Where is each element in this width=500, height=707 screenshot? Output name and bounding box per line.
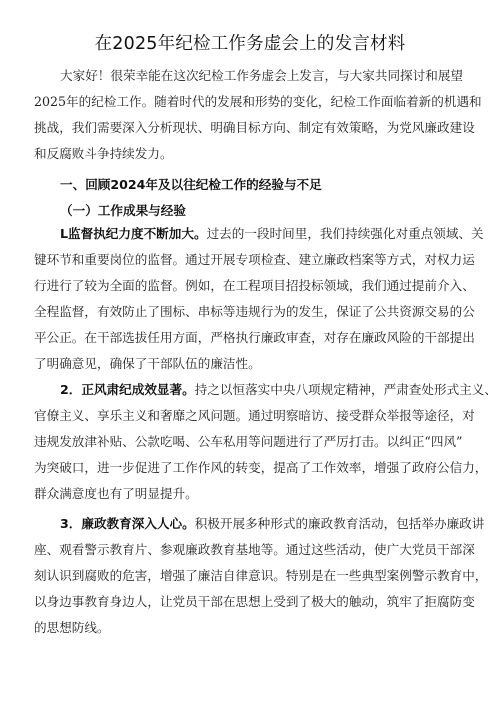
item-2-line: 为突破口，进一步促进了工作作风的转变，提高了工作效率，增强了政府公信力， (34, 460, 488, 475)
item-3-paragraph (34, 511, 488, 641)
item-2-lead: 2．正风肃纪成效显著。 (60, 382, 195, 397)
item-2-first-line (34, 377, 497, 403)
item-3-line: 刻认识到腐败的危害，增强了廉洁自律意识。特别是在一些典型案例警示教育中， (34, 568, 488, 583)
item-1-line: 行进行了较为全面的监督。例如，在工程项目招投标领域，我们通过提前介入、 (34, 278, 475, 293)
item-2-line: 官僚主义、享乐主义和奢靡之风问题。通过明察暗访、接受群众举报等途径，对 (34, 408, 475, 423)
item-3-line: 以身边事教育身边人，让党员干部在思想上受到了极大的触动，筑牢了拒腐防变 (34, 594, 475, 609)
item-3-line: 座、观看警示教育片、参观廉政教育基地等。通过这些活动，使广大党员干部深 (34, 542, 475, 557)
item-2-line: 群众满意度也有了明显提升。 (34, 486, 198, 501)
subsection-heading-1: （一）工作成果与经验 (60, 203, 186, 218)
section-heading-1: 一、回顾2024年及以往纪检工作的经验与不足 (60, 177, 322, 192)
item-3-lead: 3．廉政教育深入人心。 (60, 516, 195, 531)
item-1-line: 了明确意见，确保了干部队伍的廉洁性。 (34, 356, 261, 371)
item-3-first-line (34, 511, 485, 537)
item-2-paragraph (34, 377, 497, 507)
item-3-line: 的思想防线。 (34, 620, 110, 635)
intro-paragraph (34, 63, 482, 167)
intro-line: 和反腐败斗争持续发力。 (34, 146, 173, 161)
intro-line: 2025年的纪检工作。随着时代的发展和形势的变化，纪检工作面临着新的机遇和 (34, 94, 482, 109)
item-1-text: 过去的一段时间里，我们持续强化对重点领域、关 (206, 226, 484, 241)
document-title: 在2025年纪检工作务虚会上的发言材料 (94, 34, 406, 54)
item-1-line: 平公正。在干部选拔任用方面，严格执行廉政审查，对存在廉政风险的干部提出 (34, 330, 475, 345)
item-2-text: 持之以恒落实中央八项规定精神，严肃查处形式主义、 (194, 382, 497, 397)
item-1-lead: L监督执纪力度不断加大。 (60, 226, 207, 241)
item-1-line: 全程监督，有效防止了围标、串标等违规行为的发生，保证了公共资源交易的公 (34, 304, 475, 319)
item-2-line: 违规发放津补贴、公款吃喝、公车私用等问题进行了严厉打击。以纠正“四风” (34, 434, 463, 449)
item-1-first-line (34, 221, 484, 247)
item-1-paragraph (34, 221, 484, 377)
intro-line: 大家好！很荣幸能在这次纪检工作务虚会上发言，与大家共同探讨和展望 (60, 68, 463, 83)
item-1-line: 键环节和重要岗位的监督。通过开展专项检查、建立廉政档案等方式，对权力运 (34, 252, 475, 267)
item-3-text: 积极开展多种形式的廉政教育活动，包括举办廉政讲 (194, 516, 485, 531)
intro-line: 挑战，我们需要深入分析现状、明确目标方向、制定有效策略，为党风廉政建设 (34, 120, 475, 135)
